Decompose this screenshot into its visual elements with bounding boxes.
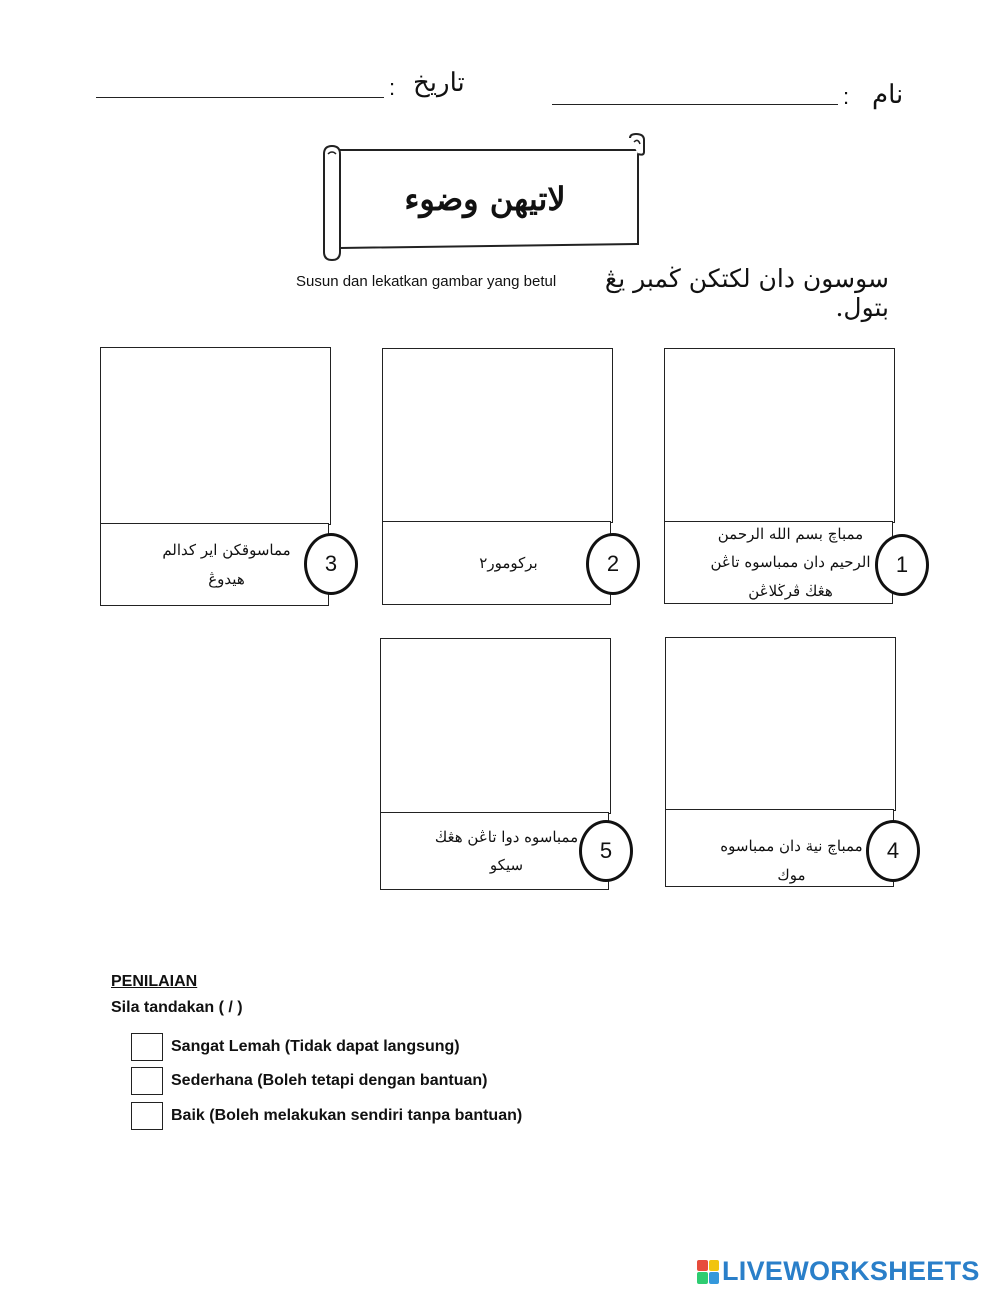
name-label: نام [872,80,904,110]
instruction-jawi: سوسون دان لکتکن ڬمبر يڠ بتول. [604,264,889,322]
assessment-option-1 [131,1033,460,1061]
option-2-checkbox[interactable] [131,1067,163,1095]
card-3-caption: مماسوقكن اير كدالم هيدوڠ [100,523,329,606]
liveworksheets-brand[interactable] [697,1256,980,1287]
card-5-image-slot[interactable] [380,638,611,814]
card-5-number: 5 [579,820,633,882]
option-1-checkbox[interactable] [131,1033,163,1061]
card-2-number: 2 [586,533,640,595]
date-label: تاريخ [413,68,465,98]
card-3-image-slot[interactable] [100,347,331,525]
assessment-subtitle: Sila tandakan ( / ) [111,999,243,1016]
option-2-label: Sederhana (Boleh tetapi dengan bantuan) [171,1072,488,1089]
card-1-caption: ممباچ بسم الله الرحمن الرحيم دان ممباسوه تاڠن هڠڬ ڤرڬلاڠن [664,521,893,604]
card-4-image-slot[interactable] [665,637,896,811]
card-2-image-slot[interactable] [382,348,613,523]
card-4-number: 4 [866,820,920,882]
brand-name: LIVEWORKSHEETS [722,1256,980,1286]
card-1-image-slot[interactable] [664,348,895,523]
date-colon: : [389,75,396,100]
liveworksheets-logo-icon [697,1260,719,1284]
logo-tile-3 [697,1272,708,1284]
option-1-label: Sangat Lemah (Tidak dapat langsung) [171,1038,460,1055]
logo-tile-1 [697,1260,708,1272]
card-3-number: 3 [304,533,358,595]
option-3-checkbox[interactable] [131,1102,163,1130]
option-3-label: Baik (Boleh melakukan sendiri tanpa bantuan) [171,1107,523,1124]
card-1-number: 1 [875,534,929,596]
card-5-caption: ممباسوه دوا تاڠن هڠڬ سيكو [380,812,609,890]
logo-tile-2 [709,1260,720,1272]
name-line[interactable] [552,104,838,105]
card-2-caption: بركومور٢ [382,521,611,605]
worksheet-title: لاتيهن وضوء [404,180,566,218]
assessment-option-2 [131,1067,487,1095]
instruction-latin: Susun dan lekatkan gambar yang betul [296,273,557,290]
card-4-caption: ممباچ نية دان ممباسوه موك [665,809,894,887]
assessment-title: PENILAIAN [111,973,198,990]
date-line[interactable] [96,97,384,98]
logo-tile-4 [709,1272,720,1284]
assessment-option-3 [131,1102,522,1130]
name-colon: : [843,84,850,109]
